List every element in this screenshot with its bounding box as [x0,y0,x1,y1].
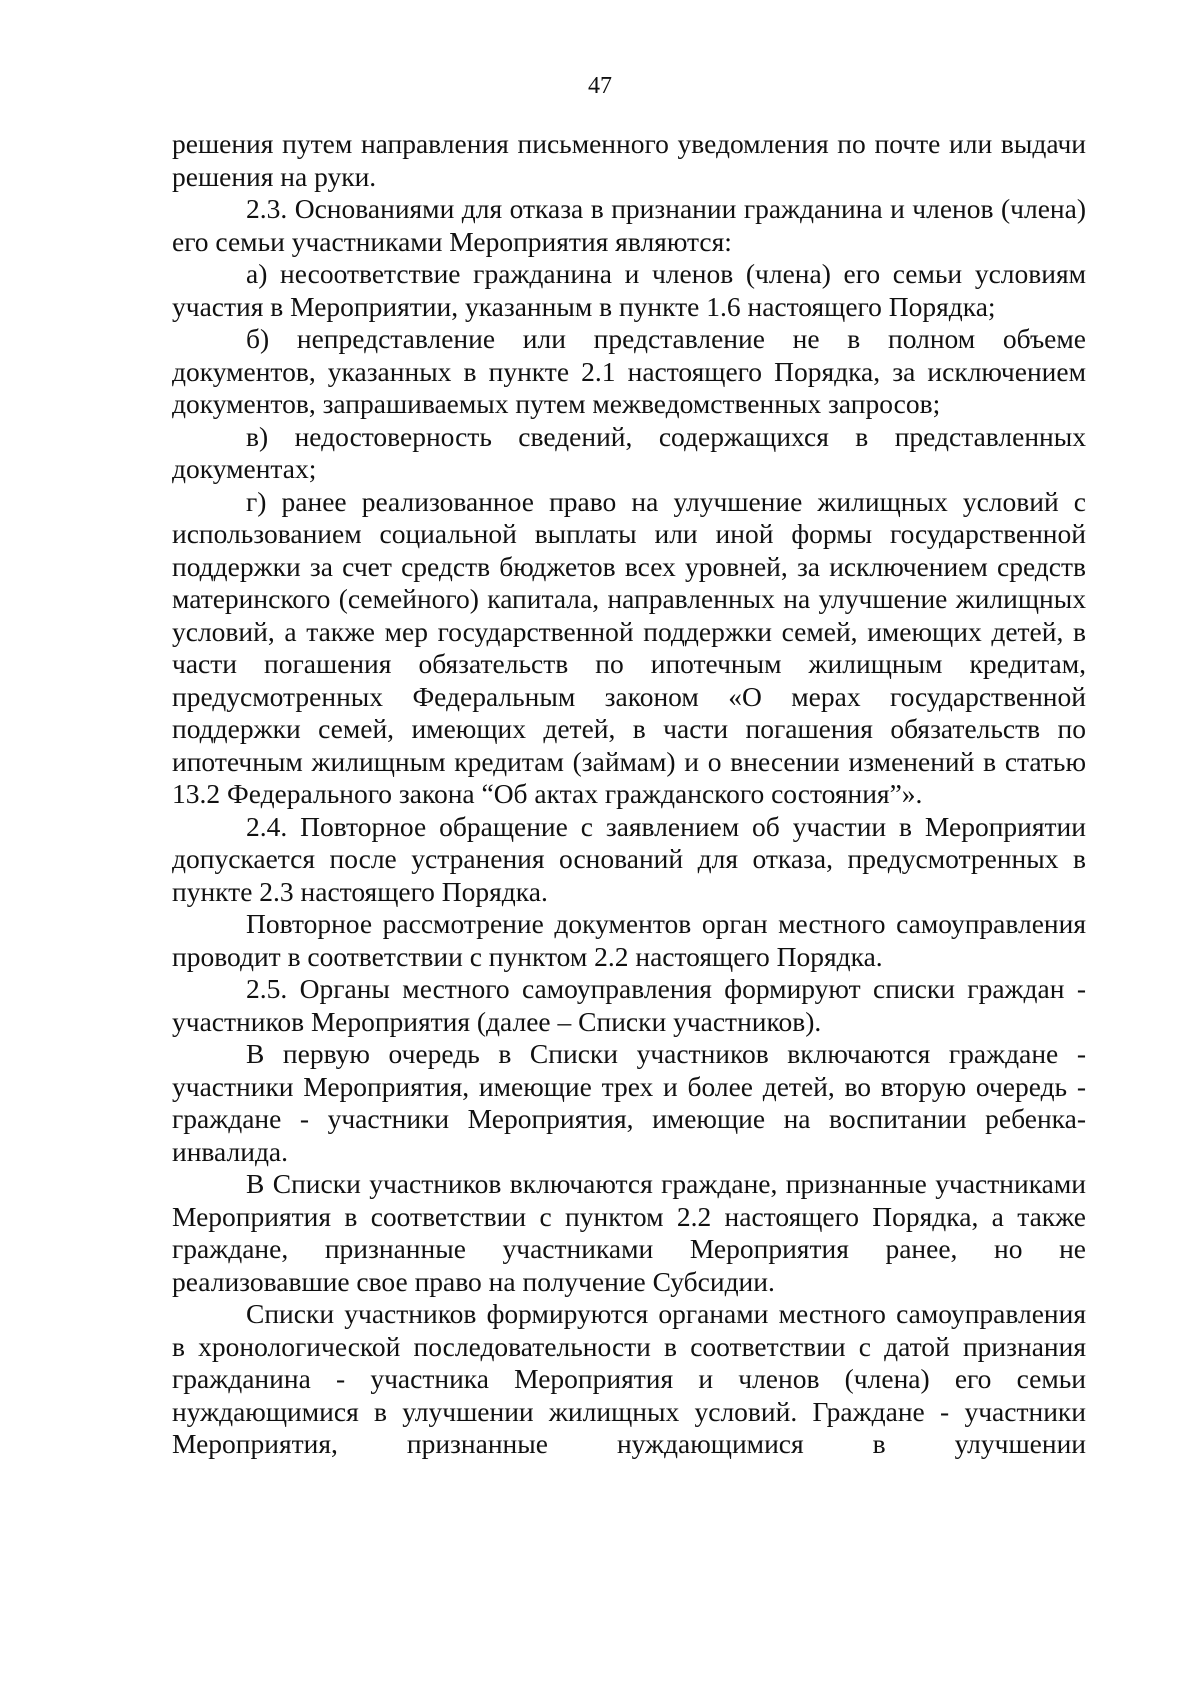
paragraph-2-3-v: в) недостоверность сведений, содержащихся в представленных документах; [172,420,1086,484]
paragraph-2-3-b: б) непредставление или представление не в полном объеме документов, указанных в пункте 2.1 настоящего Порядка, за исключением документов, запрашиваемых путем межведомственных запросов; [172,323,1086,419]
paragraph-2-5-inclusion: В Списки участников включаются граждане, признанные участниками Мероприятия в соответствии с пунктом 2.2 настоящего Порядка, а также граждане, признанные участниками Мероприятия ранее, но не реализовавшие свое право на получение Субсидии. [172,1168,1086,1297]
paragraph-2-5: 2.5. Органы местного самоуправления формируют списки граждан - участников Мероприятия (далее – Списки участников). [172,973,1086,1037]
paragraph-2-3-a: а) несоответствие гражданина и членов (члена) его семьи условиям участия в Мероприятии, указанным в пункте 1.6 настоящего Порядка; [172,258,1086,322]
document-body [172,128,1086,1461]
paragraph-2-4: 2.4. Повторное обращение с заявлением об участии в Мероприятии допускается после устранения оснований для отказа, предусмотренных в пункте 2.3 настоящего Порядка. [172,810,1086,907]
paragraph-2-4-repeat-review: Повторное рассмотрение документов орган местного самоуправления проводит в соответствии с пунктом 2.2 настоящего Порядка. [172,908,1086,972]
paragraph-continuation: решения путем направления письменного уведомления по почте или выдачи решения на руки. [172,128,1086,192]
page-number: 47 [588,73,612,99]
paragraph-2-5-priority: В первую очередь в Списки участников включаются граждане - участники Мероприятия, имеющие трех и более детей, во вторую очередь - граждане - участники Мероприятия, имеющие на воспитании ребенка-инвалида. [172,1038,1086,1167]
paragraph-2-3: 2.3. Основаниями для отказа в признании гражданина и членов (члена) его семьи участниками Мероприятия являются: [172,193,1086,257]
paragraph-2-3-g: г) ранее реализованное право на улучшение жилищных условий с использованием социальной выплаты или иной формы государственной поддержки за счет средств бюджетов всех уровней, за исключением средств материнского (семейного) капитала, направленных на улучшение жилищных условий, а также мер государственной поддержки семей, имеющих детей, в части погашения обязательств по ипотечным жилищным кредитам, предусмотренных Федеральным законом «О мерах государственной поддержки семей, имеющих детей, в части погашения обязательств по ипотечным жилищным кредитам (займам) и о внесении изменений в статью 13.2 Федерального закона “Об актах гражданского состояния”». [172,485,1086,809]
paragraph-2-5-formation: Списки участников формируются органами местного самоуправления в хронологической последовательности в соответствии с датой признания гражданина - участника Мероприятия и членов (члена) его семьи нуждающимися в улучшении жилищных условий. Граждане - участники Мероприятия, признанные нуждающимися в улучшении [172,1298,1086,1459]
